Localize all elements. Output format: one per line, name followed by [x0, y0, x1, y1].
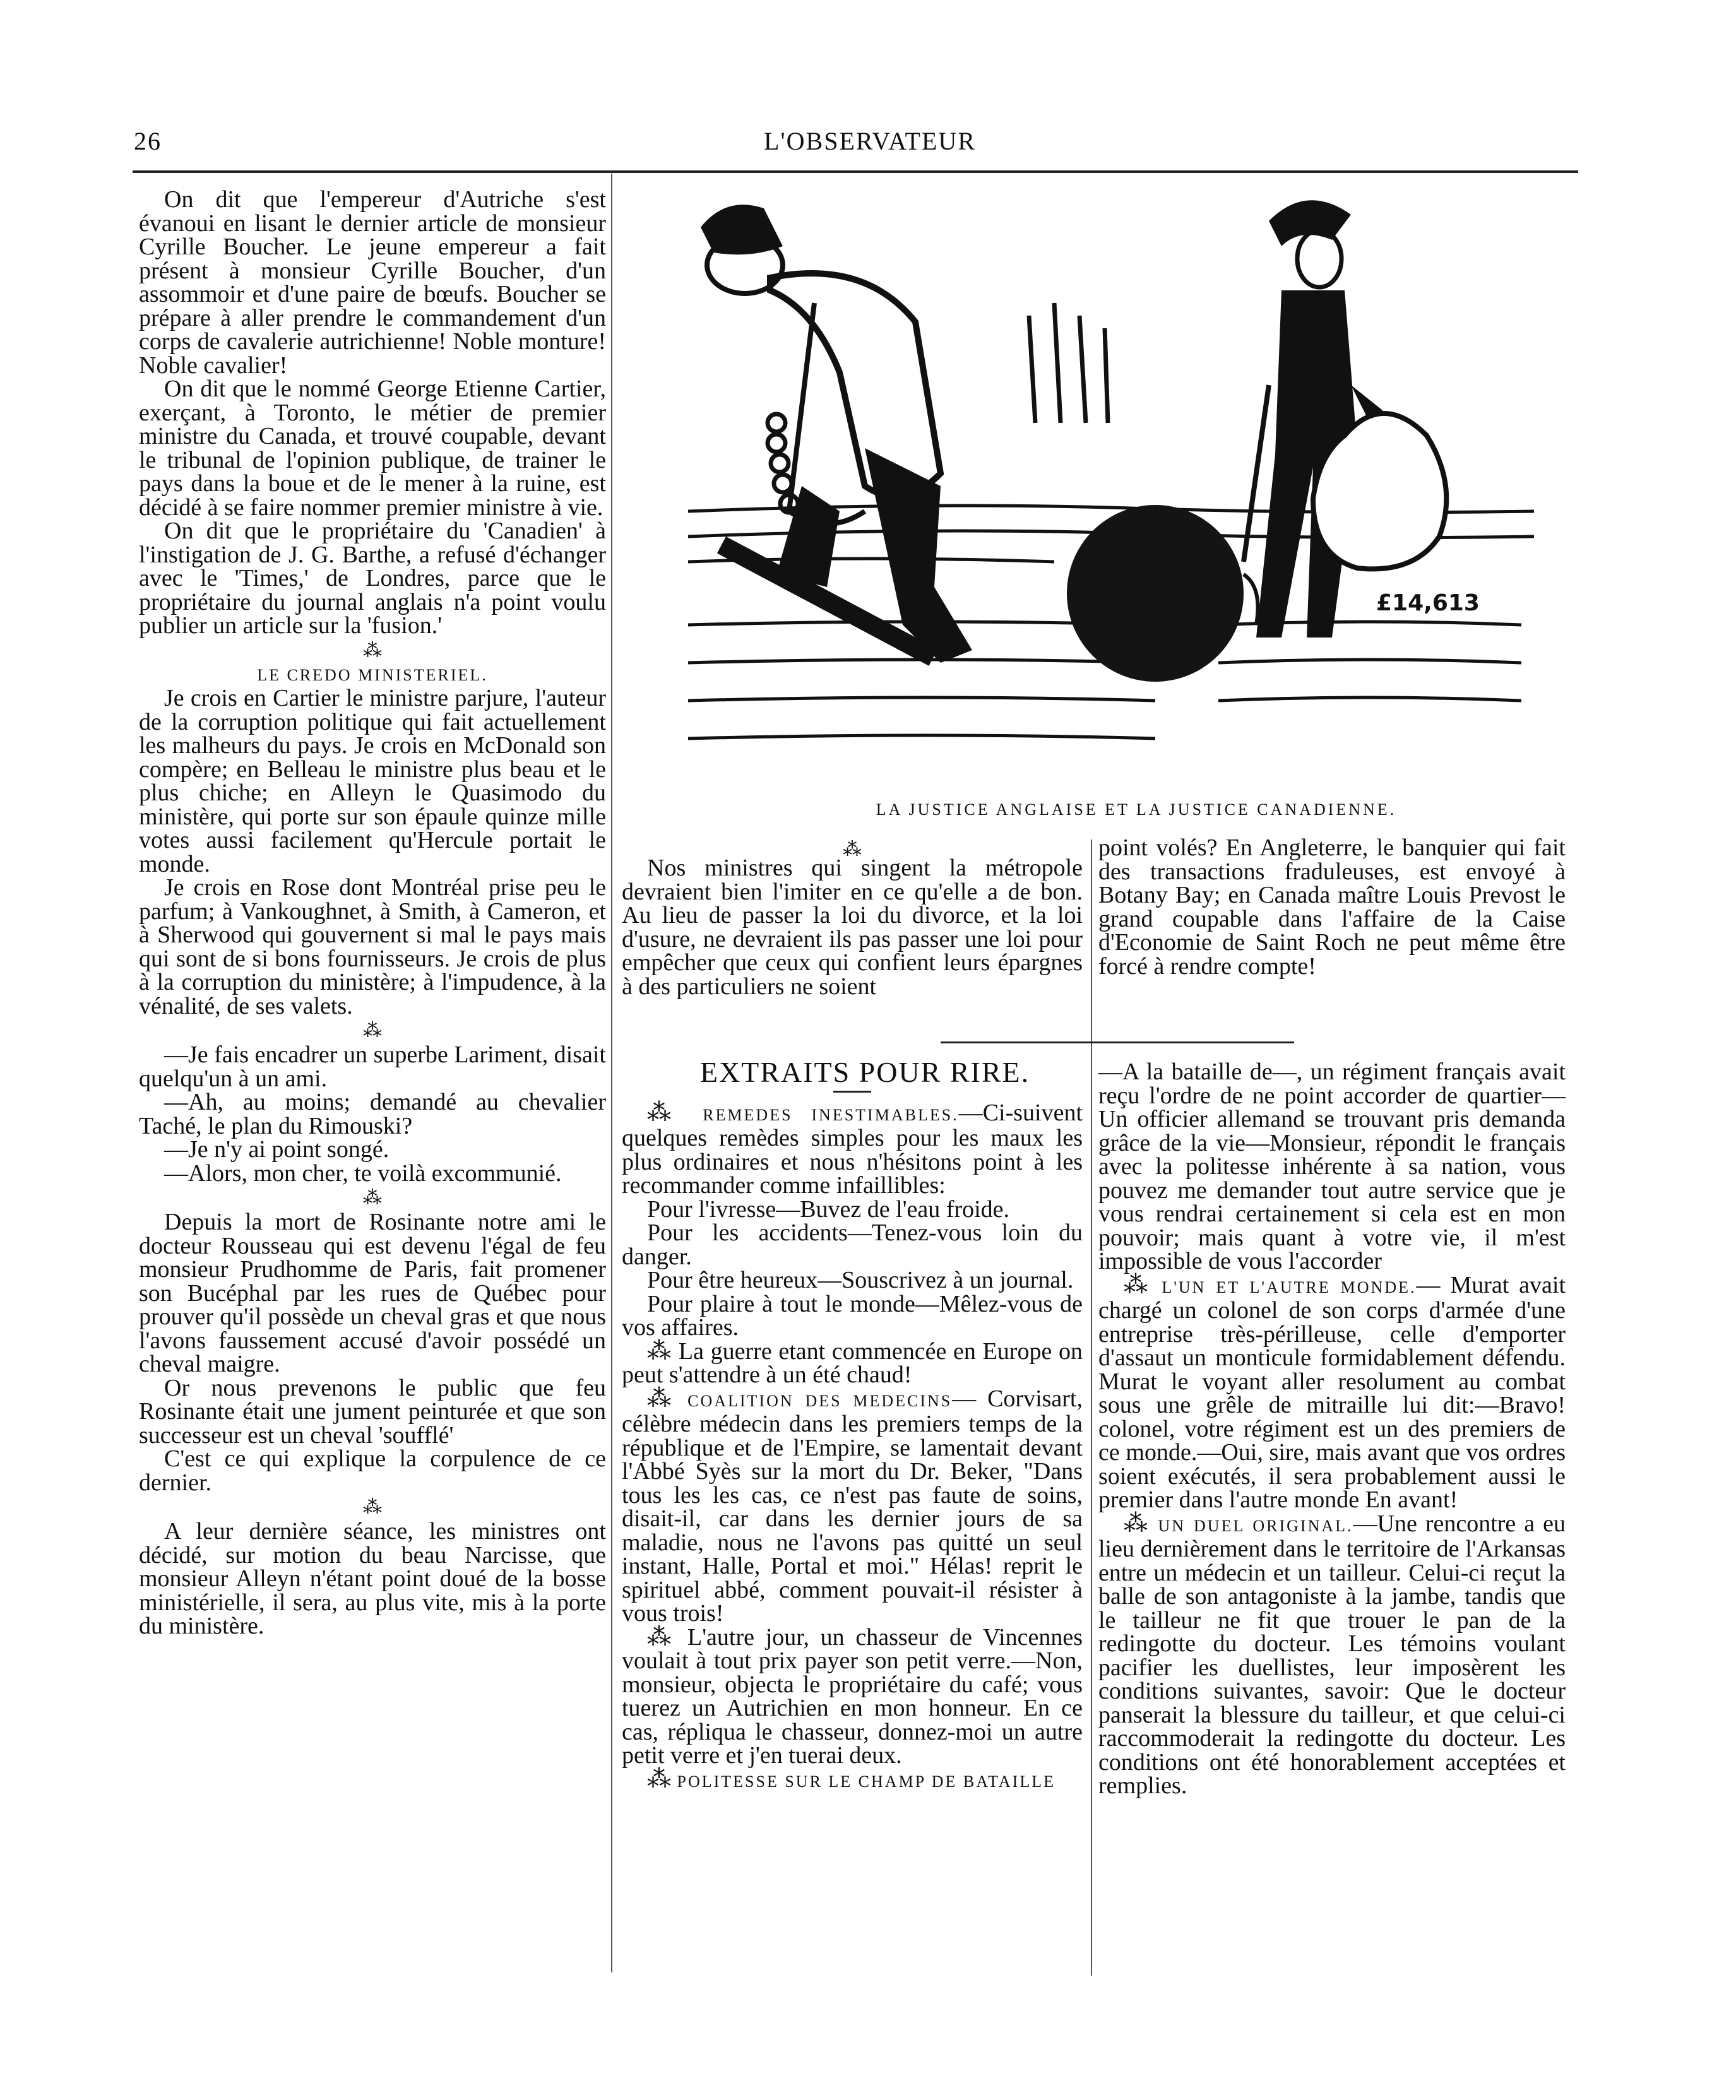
extraits-column: [622, 1056, 1083, 1793]
chasseur-paragraph: ⁂ L'autre jour, un chasseur de Vincennes voulait à tout prix payer son petit verre.—Non, monsieur, objecta le propriétaire du café; vous tuerez un Autrichien en mon honneur. En ce cas, répliqua le chasseur, donnez-moi un autre petit verre et j'en tuerai deux.: [622, 1623, 1083, 1769]
coalition-title: COALITION DES MEDECINS: [687, 1391, 953, 1410]
page-number: 26: [134, 127, 162, 155]
paragraph-credo-2: Je crois en Rose dont Montréal prise peu le parfum; à Vankoughnet, à Smith, à Cameron, et à Sherwood qui gouvernent si mal le pays mais qui sont de si bons fournisseurs. Je crois de plus à la corruption du ministère; à l'impudence, à la vénalité, de ses valets.: [139, 874, 606, 1019]
paragraph-ministres: Nos ministres qui singent la métropole devraient bien l'imiter en ce qu'elle a de bon. Au lieu de passer la loi du divorce, et la loi d'usure, ne devraient ils pas passer une loi pour empêcher que ceux qui confient leurs épargnes à des particuliers ne soient: [622, 855, 1083, 1000]
dialogue-line: —Ah, au moins; demandé au chevalier Taché, le plan du Rimouski?: [139, 1089, 606, 1139]
paragraph-angleterre: point volés? En Angleterre, le banquier qui fait des transactions fraduleuses, est envoyé à Botany Bay; en Canada maître Louis Prevost le grand coupable dans l'affaire de la Caise d'Economie de Saint Roch ne peut même être forcé à rendre compte!: [1098, 834, 1566, 980]
heading-rule: [833, 1091, 871, 1093]
right-upper-column: [1098, 836, 1566, 978]
guerre-paragraph: ⁂ La guerre etant commencée en Europe on peut s'attendre à un été chaud!: [622, 1338, 1083, 1388]
cartoon-illustration: [675, 183, 1534, 795]
middle-upper-column: [622, 839, 1083, 1000]
asterism: ⁂: [363, 1187, 382, 1208]
asterism: ⁂: [363, 1020, 382, 1041]
politesse-paragraph: —A la bataille de—, un régiment français avait reçu l'ordre de ne point accorder de quartier—Un officier allemand se trouvant pris demanda grâce de la vie—Monsieur, répondit le français avec la politesse inhérente à sa nation, vous pouvez me demander tout autre service que je vous rendrai certainement si cela est en mon pouvoir; mais quant à votre vie, il m'est impossible de vous l'accorder: [1098, 1059, 1566, 1274]
paragraph-seance: A leur dernière séance, les ministres ont décidé, sur motion du beau Narcisse, que monsieur Alleyn n'étant point doué de la bosse ministérielle, il sera, au plus vite, mis à la porte du ministère.: [139, 1518, 606, 1639]
monde-text: — Murat avait chargé un colonel de son corps d'armée d'une entreprise très-périlleuse, celle d'emporter d'assaut un monticule formidablement défendu. Murat le voyant aller resolument au combat sous une grêle de mitraille lui dit:—Bravo! colonel, votre régiment est un des premiers de ce monde.—Oui, sire, mais avant que vos ordres soient exécutés, il sera probablement aussi le premier dans l'autre monde En avant!: [1098, 1271, 1566, 1513]
coalition-text: — Corvisart, célèbre médecin dans les premiers temps de la république et de l'Empire, se lamentait devant l'Abbé Syès sur la mort du Dr. Beker, "Dans tous les les cas, ce n'est pas faute de soins, disait-il, car dans les dernier jours de sa maladie, nous ne l'avons pas quitté un seul instant, Halle, Portal et moi." Hélas! reprit le spirituel abbé, comment pouvait-il résister à vous trois!: [622, 1385, 1083, 1627]
paragraph-rosinante-2: Or nous prevenons le public que feu Rosinante était une jument peinturée et que son successeur est un cheval 'soufflé': [139, 1374, 606, 1449]
politesse-title: POLITESSE SUR LE CHAMP DE BATAILLE: [677, 1772, 1055, 1791]
credo-title: LE CREDO MINISTERIEL.: [257, 665, 488, 684]
paragraph-rosinante-3: C'est ce qui explique la corpulence de ce dernier.: [139, 1445, 606, 1496]
extraits-heading: EXTRAITS POUR RIRE.: [699, 1056, 1030, 1088]
column-divider-right: [1091, 839, 1092, 1976]
section-separator: [941, 1041, 1294, 1043]
asterism: ⁂: [363, 639, 382, 661]
remedes-title: REMEDES INESTIMABLES.: [703, 1105, 959, 1124]
remedes-paragraph: ⁂ REMEDES INESTIMABLES.—Ci-suivent quelques remèdes simples pour les maux les plus ordinaires et nous n'hésitons point à les recommander comme infaillibles:: [622, 1099, 1083, 1199]
asterism: ⁂: [363, 1497, 382, 1517]
paragraph-empereur: On dit que l'empereur d'Autriche s'est évanoui en lisant le dernier article de monsieur Cyrille Boucher. Le jeune empereur a fait présent à monsieur Cyrille Boucher, d'un assommoir et d'une paire de bœufs. Boucher se prépare à aller prendre le commandement d'un corps de cavalerie autrichienne! Noble monture! Noble cavalier!: [139, 186, 606, 379]
remede-item: Pour plaire à tout le monde—Mêlez-vous de vos affaires.: [622, 1290, 1083, 1341]
chasseur-text: L'autre jour, un chasseur de Vincennes voulait à tout prix payer son petit verre.—Non, monsieur, objecta le propriétaire du café; vous tuerez un Autrichien en mon honneur. En ce cas, répliqua le chasseur, donnez-moi un autre petit verre et j'en tuerai deux.: [622, 1623, 1083, 1769]
newspaper-title: L'OBSERVATEUR: [764, 127, 976, 155]
remedes-intro: —Ci-suivent quelques remèdes simples pour les maux les plus ordinaires et nous n'hésitons point à les recommander comme infaillibles:: [622, 1099, 1083, 1199]
coalition-paragraph: ⁂ COALITION DES MEDECINS— Corvisart, célèbre médecin dans les premiers temps de la république et de l'Empire, se lamentait devant l'Abbé Syès sur la mort du Dr. Beker, "Dans tous les les cas, ce n'est pas faute de soins, disait-il, car dans les dernier jours de sa maladie, nous ne l'avons pas quitté un seul instant, Halle, Portal et moi." Hélas! reprit le spirituel abbé, comment pouvait-il résister à vous trois!: [622, 1385, 1083, 1627]
paragraph-cartier: On dit que le nommé George Etienne Cartier, exerçant, à Toronto, le métier de premier ministre du Canada, et trouvé coupable, devant le tribunal de l'opinion publique, de trainer le pays dans la boue et de le mener à la ruine, est décidé à se faire nommer premier ministre à vie.: [139, 376, 606, 521]
header-rule: [133, 170, 1578, 173]
illustration-caption: LA JUSTICE ANGLAISE ET LA JUSTICE CANADIENNE.: [876, 800, 1397, 819]
monde-paragraph: ⁂ L'UN ET L'AUTRE MONDE.— Murat avait chargé un colonel de son corps d'armée d'une entreprise très-périlleuse, celle d'emporter d'assaut un monticule formidablement défendu. Murat le voyant aller resolument au combat sous une grêle de mitraille lui dit:—Bravo! colonel, votre régiment est un des premiers de ce monde.—Oui, sire, mais avant que vos ordres soient exécutés, il sera probablement aussi le premier dans l'autre monde En avant!: [1098, 1271, 1566, 1513]
duel-text: —Une rencontre a eu lieu dernièrement dans le territoire de l'Arkansas entre un médecin et un tailleur. Celui-ci reçut la balle de son antagoniste à la jambe, tandis que le tailleur ne fit que trouer le pan de la redingotte du docteur. Les témoins voulant pacifier les duellistes, leur imposèrent les conditions suivantes, savoir: Que le docteur panserait la blessure du tailleur, et que celui-ci raccommoderait la redingotte du docteur. Les conditions ont été honorablement acceptées et remplies.: [1098, 1510, 1566, 1799]
paragraph-credo-1: Je crois en Cartier le ministre parjure, l'auteur de la corruption politique qui fait actuellement les malheurs du pays. Je crois en McDonald son compère; en Belleau le ministre plus beau et le plus chiche; en Alleyn le Quasimodo du ministère, qui porte sur son épaule quinze mille votes aussi facilement qu'Hercule portait le monde.: [139, 685, 606, 877]
right-lower-column: [1098, 1060, 1566, 1798]
column-divider-left: [611, 174, 612, 1972]
remede-item: Pour les accidents—Tenez-vous loin du danger.: [622, 1219, 1083, 1270]
paragraph-rosinante-1: Depuis la mort de Rosinante notre ami le docteur Rousseau qui est devenu l'égal de feu monsieur Prudhomme de Paris, fait promener son Bucéphal par les rues de Québec pour prouver qu'il possède un cheval gras et que nous l'avons faussement accusé d'avoir possédé un cheval maigre.: [139, 1209, 606, 1377]
dialogue-line: —Je fais encadrer un superbe Lariment, disait quelqu'un à un ami.: [139, 1041, 606, 1092]
remede-item: Pour l'ivresse—Buvez de l'eau froide.: [647, 1195, 1010, 1223]
paragraph-canadien: On dit que le propriétaire du 'Canadien' à l'instigation de J. G. Barthe, a refusé d'échanger avec le 'Times,' de Londres, parce que le propriétaire du journal anglais n'a point voulu publier un article sur la 'fusion.': [139, 518, 606, 639]
duel-paragraph: ⁂ UN DUEL ORIGINAL.—Une rencontre a eu lieu dernièrement dans le territoire de l'Arkansas entre un médecin et un tailleur. Celui-ci reçut la balle de son antagoniste à la jambe, tandis que le tailleur ne fit que trouer le pan de la redingotte du docteur. Les témoins voulant pacifier les duellistes, leur imposèrent les conditions suivantes, savoir: Que le docteur panserait la blessure du tailleur, et que celui-ci raccommoderait la redingotte du docteur. Les conditions ont été honorablement acceptées et remplies.: [1098, 1510, 1566, 1799]
money-bag-label: £14,613: [1376, 590, 1480, 616]
left-column: [139, 188, 606, 1639]
guerre-text: La guerre etant commencée en Europe on peut s'attendre à un été chaud!: [622, 1338, 1083, 1388]
duel-title: UN DUEL ORIGINAL.: [1158, 1516, 1353, 1535]
remede-item: Pour être heureux—Souscrivez à un journal.: [647, 1267, 1074, 1293]
monde-title: L'UN ET L'AUTRE MONDE.: [1162, 1278, 1417, 1296]
dialogue-line: —Je n'y ai point songé.: [164, 1136, 389, 1163]
politesse-title-line: ⁂ POLITESSE SUR LE CHAMP DE BATAILLE: [647, 1765, 1055, 1793]
asterism: ⁂: [843, 839, 862, 860]
dialogue-line: —Alors, mon cher, te voilà excommunié.: [164, 1160, 562, 1187]
